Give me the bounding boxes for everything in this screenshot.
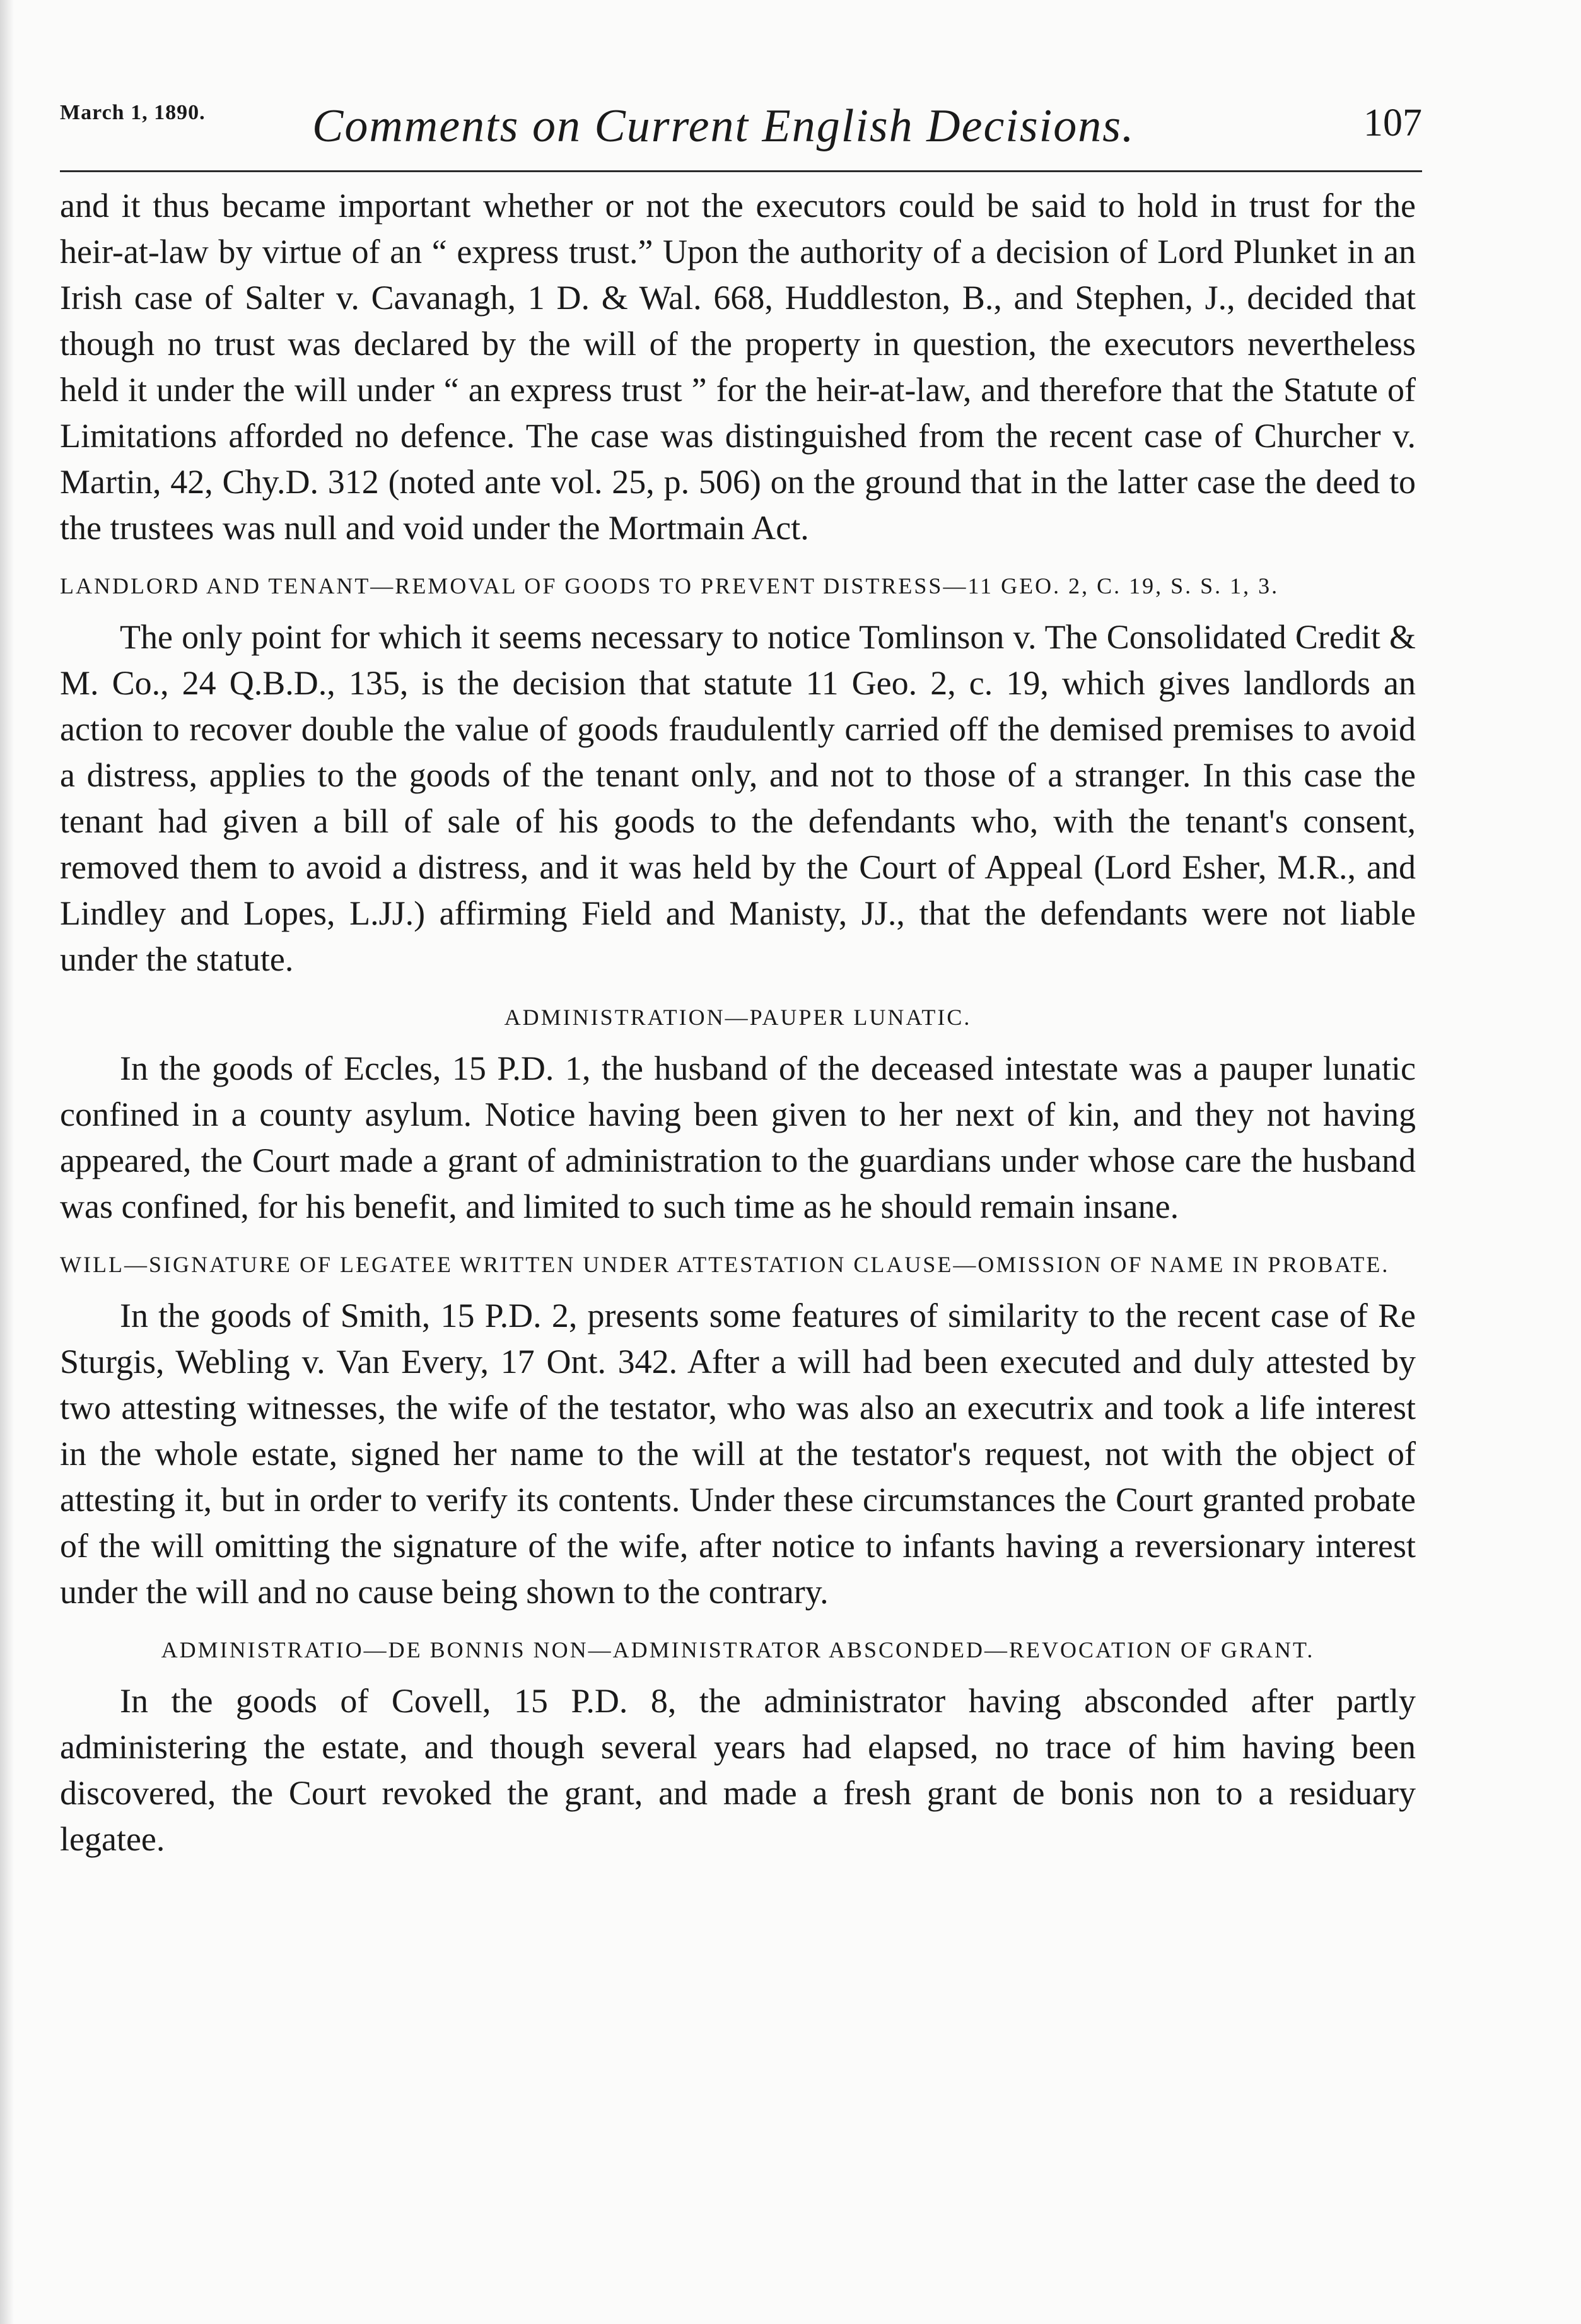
paragraph-will-signature: In the goods of Smith, 15 P.D. 2, presents some features of similarity to the recent case of Re Sturgis, Webling v. Van Every, 17 Ont. 342. After a will had been executed and duly attested by two attesting witnesses, the wife of the testator, who was also an executrix and took a life interest in the whole estate, signed her name to the will at the testator's request, not with the object of attesting it, but in order to verify its contents. Under these circumstances the Court granted probate of the will omitting the signature of the wife, after notice to infants having a reversionary interest under the will and no cause being shown to the contrary.: [60, 1297, 1416, 1611]
paragraph-continuation: and it thus became important whether or not the executors could be said to hold in trust for the heir-at-law by virtue of an “ express trust.” Upon the authority of a decision of Lord Plunket in an Irish case of Salter v. Cavanagh, 1 D. & Wal. 668, Huddleston, B., and Stephen, J., decided that though no trust was declared by the will of the property in question, the executors nevertheless held it under the will under “ an express trust ” for the heir-at-law, and therefore that the Statute of Limitations afforded no defence. The case was distinguished from the recent case of Churcher v. Martin, 42, Chy.D. 312 (noted ante vol. 25, p. 506) on the ground that in the latter case the deed to the trustees was null and void under the Mortmain Act.: [60, 187, 1416, 547]
paragraph-administration-pauper: In the goods of Eccles, 15 P.D. 1, the husband of the deceased intestate was a pauper lunatic confined in a county asylum. Notice having been given to her next of kin, and they not having appeared, the Court made a grant of administration to the guardians under whose care the husband was confined, for his benefit, and limited to such time as he should remain insane.: [60, 1049, 1416, 1225]
section-heading-will-signature: WILL—SIGNATURE OF LEGATEE WRITTEN UNDER ATTESTATION CLAUSE—OMISSION OF NAME IN PROBATE.: [60, 1252, 1390, 1277]
header-date: March 1, 1890.: [60, 101, 206, 124]
body-text: [60, 183, 1416, 1862]
page-number: 107: [1363, 102, 1422, 144]
scan-edge: [0, 0, 14, 2324]
running-header: [60, 88, 1422, 158]
paragraph-administratio-de-bonis: In the goods of Covell, 15 P.D. 8, the administrator having absconded after partly administering the estate, and though several years had elapsed, no trace of him having been discovered, the Court revoked the grant, and made a fresh grant de bonis non to a residuary legatee.: [60, 1682, 1416, 1858]
header-rule: [60, 170, 1422, 172]
section-heading-administration-pauper: ADMINISTRATION—PAUPER LUNATIC.: [504, 1005, 972, 1030]
header-title: Comments on Current English Decisions.: [312, 100, 1135, 152]
section-heading-landlord-tenant: LANDLORD AND TENANT—REMOVAL OF GOODS TO PREVENT DISTRESS—11 GEO. 2, C. 19, S. S. 1, 3.: [60, 573, 1280, 599]
section-heading-administratio-de-bonis: ADMINISTRATIO—DE BONNIS NON—ADMINISTRATOR ABSCONDED—REVOCATION OF GRANT.: [161, 1637, 1315, 1662]
paragraph-landlord-tenant: The only point for which it seems necessary to notice Tomlinson v. The Consolidated Credit & M. Co., 24 Q.B.D., 135, is the decision that statute 11 Geo. 2, c. 19, which gives landlords an action to recover double the value of goods fraudulently carried off the demised premises to avoid a distress, applies to the goods of the tenant only, and not to those of a stranger. In this case the tenant had given a bill of sale of his goods to the defendants who, with the tenant's consent, removed them to avoid a distress, and it was held by the Court of Appeal (Lord Esher, M.R., and Lindley and Lopes, L.JJ.) affirming Field and Manisty, JJ., that the defendants were not liable under the statute.: [60, 618, 1416, 978]
